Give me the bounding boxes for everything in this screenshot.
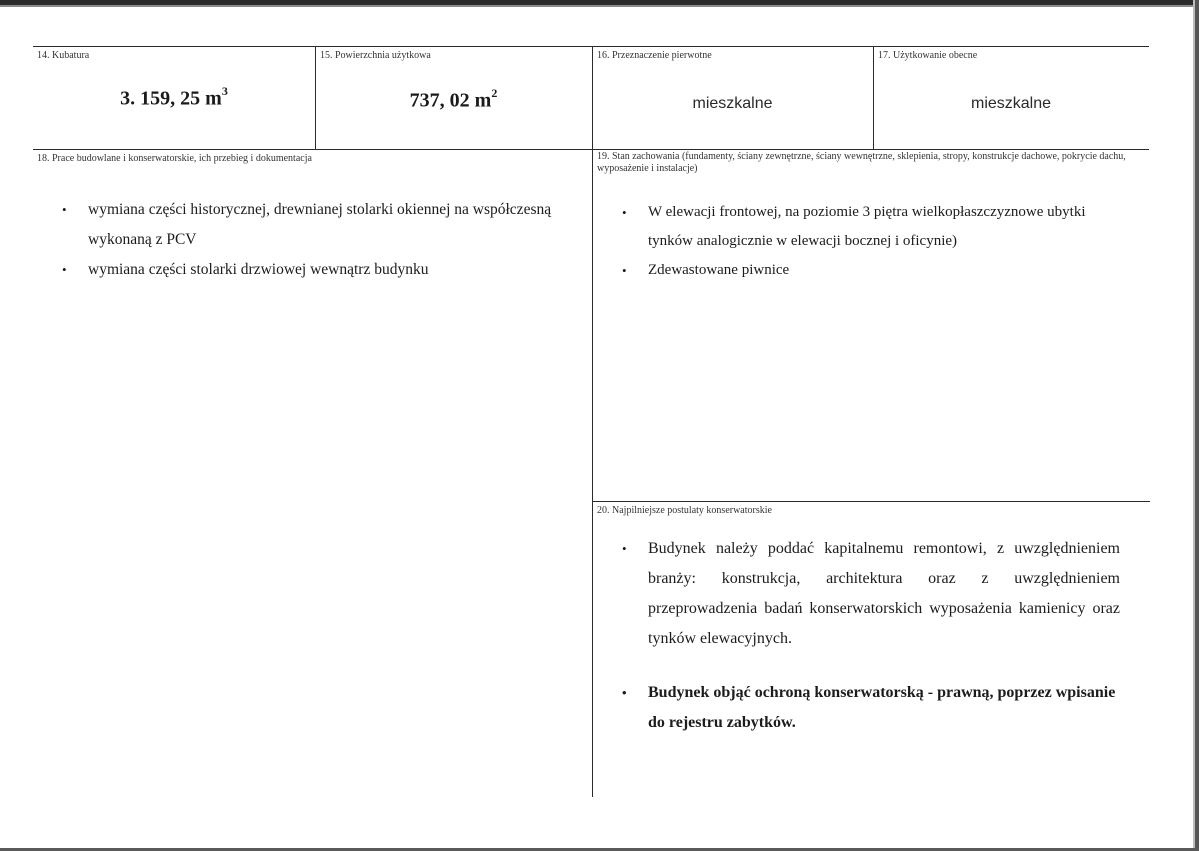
field-15-value [315, 88, 592, 113]
scan-edge-top-shadow [0, 5, 1199, 7]
field-17-label: 17. Użytkowanie obecne [878, 50, 978, 61]
bullet-icon: • [62, 202, 67, 217]
field-15-unit-exponent: 2 [491, 86, 498, 100]
field-20-list [622, 534, 1120, 738]
bullet-icon: • [622, 685, 627, 700]
list-item-text: Budynek objąć ochroną konserwatorską - prawną, poprzez wpisanie do rejestru zabytków. [648, 684, 1116, 731]
bullet-icon: • [622, 205, 627, 220]
scan-edge-right [1195, 0, 1199, 851]
list-item-emphasis [622, 678, 1120, 738]
list-item-text: wymiana części stolarki drzwiowej wewnątrz budynku [88, 261, 429, 278]
list-item-text: wymiana części historycznej, drewnianej stolarki okiennej na współczesną wykonaną z PCV [88, 201, 552, 248]
list-item [622, 534, 1120, 654]
list-item [622, 198, 1127, 256]
list-item-text: W elewacji frontowej, na poziomie 3 piętra wielkopłaszczyznowe ubytki tynków analogicznie w elewacji bocznej i oficynie) [648, 204, 1086, 249]
field-16-value: mieszkalne [692, 95, 773, 112]
rule-section-20 [592, 501, 1150, 502]
rule-row-2 [33, 149, 1149, 150]
list-item-text: Zdewastowane piwnice [648, 262, 790, 278]
field-14-value-text: 3. 159, 25 m [120, 87, 222, 110]
field-15-label: 15. Powierzchnia użytkowa [320, 50, 431, 61]
list-item-text: Budynek należy poddać kapitalnemu remontowi, z uwzględnieniem branży: konstrukcja, architektura oraz z uwzględnieniem przeprowadzenia badań konserwatorskich wyposażenia kamienicy oraz tynków elewacyjnych. [648, 540, 1120, 647]
list-item [62, 195, 562, 255]
field-16-label: 16. Przeznaczenie pierwotne [597, 50, 712, 61]
rule-top [33, 46, 1149, 47]
field-19-list [622, 198, 1127, 285]
field-15-value-text: 737, 02 m [409, 89, 492, 112]
field-18-label: 18. Prace budowlane i konserwatorskie, ich przebieg i dokumentacja [37, 153, 312, 164]
field-14-value [33, 86, 315, 111]
field-14-unit-exponent: 3 [221, 84, 228, 98]
field-17-value: mieszkalne [970, 95, 1052, 112]
field-20-label: 20. Najpilniejsze postulaty konserwatorskie [597, 505, 772, 516]
rule-col-2 [592, 46, 593, 797]
bullet-icon: • [622, 541, 627, 556]
field-19-label: 19. Stan zachowania (fundamenty, ściany zewnętrzne, ściany wewnętrzne, sklepienia, stropy, konstrukcje dachowe, pokrycie dachu, wyposażenie i instalacje) [597, 151, 1126, 174]
field-14-label: 14. Kubatura [37, 50, 90, 61]
list-item [62, 255, 562, 285]
bullet-icon: • [622, 263, 627, 278]
field-18-list [62, 195, 562, 285]
bullet-icon: • [62, 262, 67, 277]
list-item [622, 256, 1127, 285]
